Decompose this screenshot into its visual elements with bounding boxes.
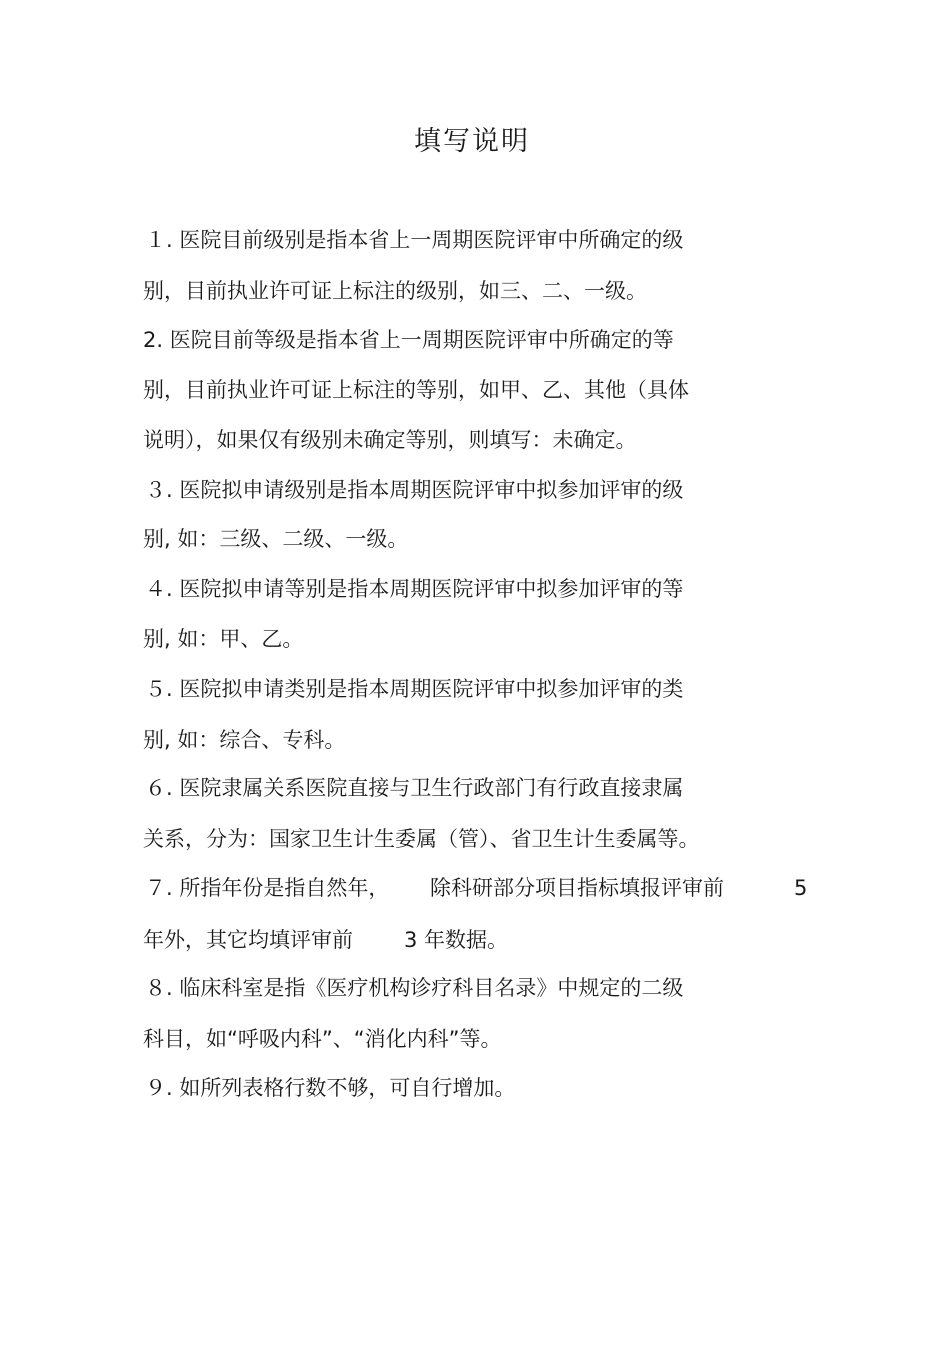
item-9-line-1: ９. 如所列表格行数不够，可自行增加。 [145, 1076, 516, 1100]
item-4-line-2: 别, 如：甲、乙。 [143, 627, 304, 651]
item-8-line-1: ８. 临床科室是指《医疗机构诊疗科目名录》中规定的二级 [145, 976, 684, 1000]
item-7-line-2b: 3 年数据。 [404, 928, 509, 952]
item-1-line-1: １. 医院目前级别是指本省上一周期医院评审中所确定的级 [145, 228, 684, 252]
item-4-line-1: ４. 医院拟申请等别是指本周期医院评审中拟参加评审的等 [145, 577, 684, 601]
item-6-line-2: 关系，分为：国家卫生计生委属（管）、省卫生计生委属等。 [143, 827, 700, 851]
item-6-line-1: ６. 医院隶属关系医院直接与卫生行政部门有行政直接隶属 [145, 776, 684, 800]
item-2-line-3: 说明），如果仅有级别未确定等别，则填写：未确定。 [143, 428, 637, 452]
item-7-line-1a: ７. 所指年份是指自然年， [145, 876, 390, 900]
item-5-line-2: 别, 如：综合、专科。 [143, 728, 346, 752]
item-5-line-1: ５. 医院拟申请类别是指本周期医院评审中拟参加评审的类 [145, 677, 684, 701]
item-7-number: 5 [794, 876, 808, 900]
item-3-line-1: ３. 医院拟申请级别是指本周期医院评审中拟参加评审的级 [145, 478, 684, 502]
item-3-line-2: 别, 如：三级、二级、一级。 [143, 527, 409, 551]
item-2-line-2: 别，目前执业许可证上标注的等别，如甲、乙、其他（具体 [143, 378, 689, 402]
item-2-line-1: 2. 医院目前等级是指本省上一周期医院评审中所确定的等 [143, 328, 674, 352]
item-7-line-2a: 年外，其它均填评审前 [143, 928, 353, 952]
item-1-line-2: 别，目前执业许可证上标注的级别，如三、二、一级。 [143, 279, 647, 303]
item-8-line-2: 科目，如“呼吸内科”、“消化内科”等。 [143, 1027, 502, 1051]
item-7-line-1b: 除科研部分项目指标填报评审前 [430, 876, 724, 900]
page-title: 填写说明 [414, 126, 530, 157]
